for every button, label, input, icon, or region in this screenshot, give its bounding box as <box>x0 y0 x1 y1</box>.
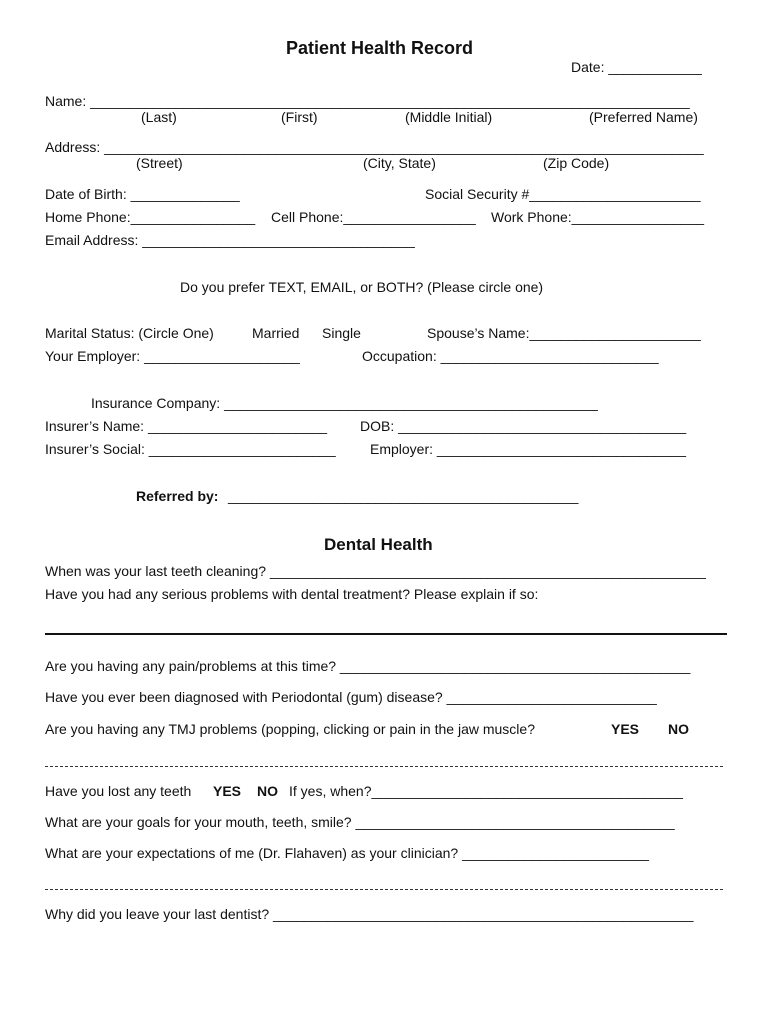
work-phone-field[interactable]: Work Phone:_________________ <box>491 209 705 225</box>
dob-field[interactable]: Date of Birth: ______________ <box>45 186 240 202</box>
cell-phone-field[interactable]: Cell Phone:_________________ <box>271 209 476 225</box>
name-preferred-caption: (Preferred Name) <box>589 109 698 125</box>
lost-teeth-when-field[interactable]: If yes, when?________________________________________ <box>289 783 683 799</box>
insurer-social-field[interactable]: Insurer’s Social: ________________________ <box>45 441 336 457</box>
lost-teeth-yes-option[interactable]: YES <box>213 783 242 799</box>
insurer-employer-field[interactable]: Employer: ________________________________ <box>370 441 687 457</box>
expectations-question[interactable]: What are your expectations of me (Dr. Flahaven) as your clinician? ________________________ <box>45 845 649 861</box>
left-dentist-question[interactable]: Why did you leave your last dentist? ______________________________________________________ <box>45 906 694 922</box>
referred-by-field[interactable]: _____________________________________________ <box>228 488 579 504</box>
tmj-answer-line[interactable] <box>45 766 723 767</box>
tmj-question: Are you having any TMJ problems (popping, clicking or pain in the jaw muscle? <box>45 721 535 737</box>
email-field[interactable]: Email Address: ___________________________________ <box>45 232 415 248</box>
goals-question[interactable]: What are your goals for your mouth, teeth, smile? _________________________________________ <box>45 814 675 830</box>
expectations-answer-line[interactable] <box>45 889 723 890</box>
marital-status-label: Marital Status: (Circle One) <box>45 325 214 341</box>
address-city-caption: (City, State) <box>363 155 436 171</box>
lost-teeth-no-option[interactable]: NO <box>257 783 278 799</box>
insurance-company-field[interactable]: Insurance Company: ________________________________________________ <box>91 395 598 411</box>
occupation-field[interactable]: Occupation: ____________________________ <box>362 348 659 364</box>
marital-option-married[interactable]: Married <box>252 325 300 341</box>
name-middle-caption: (Middle Initial) <box>405 109 493 125</box>
pain-question[interactable]: Are you having any pain/problems at this time? _____________________________________________ <box>45 658 691 674</box>
date-field[interactable]: Date: ____________ <box>571 59 702 75</box>
marital-option-single[interactable]: Single <box>322 325 361 341</box>
tmj-yes-option[interactable]: YES <box>611 721 640 737</box>
address-field[interactable]: Address: _____________________________________________________________________________ <box>45 139 704 155</box>
address-street-caption: (Street) <box>136 155 183 171</box>
ssn-field[interactable]: Social Security #______________________ <box>425 186 701 202</box>
name-last-caption: (Last) <box>141 109 177 125</box>
address-zip-caption: (Zip Code) <box>543 155 610 171</box>
lost-teeth-question: Have you lost any teeth <box>45 783 192 799</box>
contact-preference-question: Do you prefer TEXT, EMAIL, or BOTH? (Please circle one) <box>180 279 544 295</box>
insurer-dob-field[interactable]: DOB: _____________________________________ <box>360 418 687 434</box>
page-title: Patient Health Record <box>286 38 474 58</box>
dental-health-heading: Dental Health <box>324 535 433 554</box>
serious-problems-answer-line[interactable] <box>45 633 727 635</box>
tmj-no-option[interactable]: NO <box>668 721 689 737</box>
employer-field[interactable]: Your Employer: ____________________ <box>45 348 300 364</box>
periodontal-question[interactable]: Have you ever been diagnosed with Periodontal (gum) disease? ___________________________ <box>45 689 657 705</box>
insurer-name-field[interactable]: Insurer’s Name: _______________________ <box>45 418 328 434</box>
last-cleaning-question[interactable]: When was your last teeth cleaning? ________________________________________________________ <box>45 563 706 579</box>
spouse-name-field[interactable]: Spouse’s Name:______________________ <box>427 325 701 341</box>
name-first-caption: (First) <box>281 109 318 125</box>
serious-problems-question: Have you had any serious problems with dental treatment? Please explain if so: <box>45 586 539 602</box>
referred-by-label: Referred by: <box>136 488 219 504</box>
home-phone-field[interactable]: Home Phone:________________ <box>45 209 256 225</box>
name-field[interactable]: Name: _____________________________________________________________________________ <box>45 93 690 109</box>
